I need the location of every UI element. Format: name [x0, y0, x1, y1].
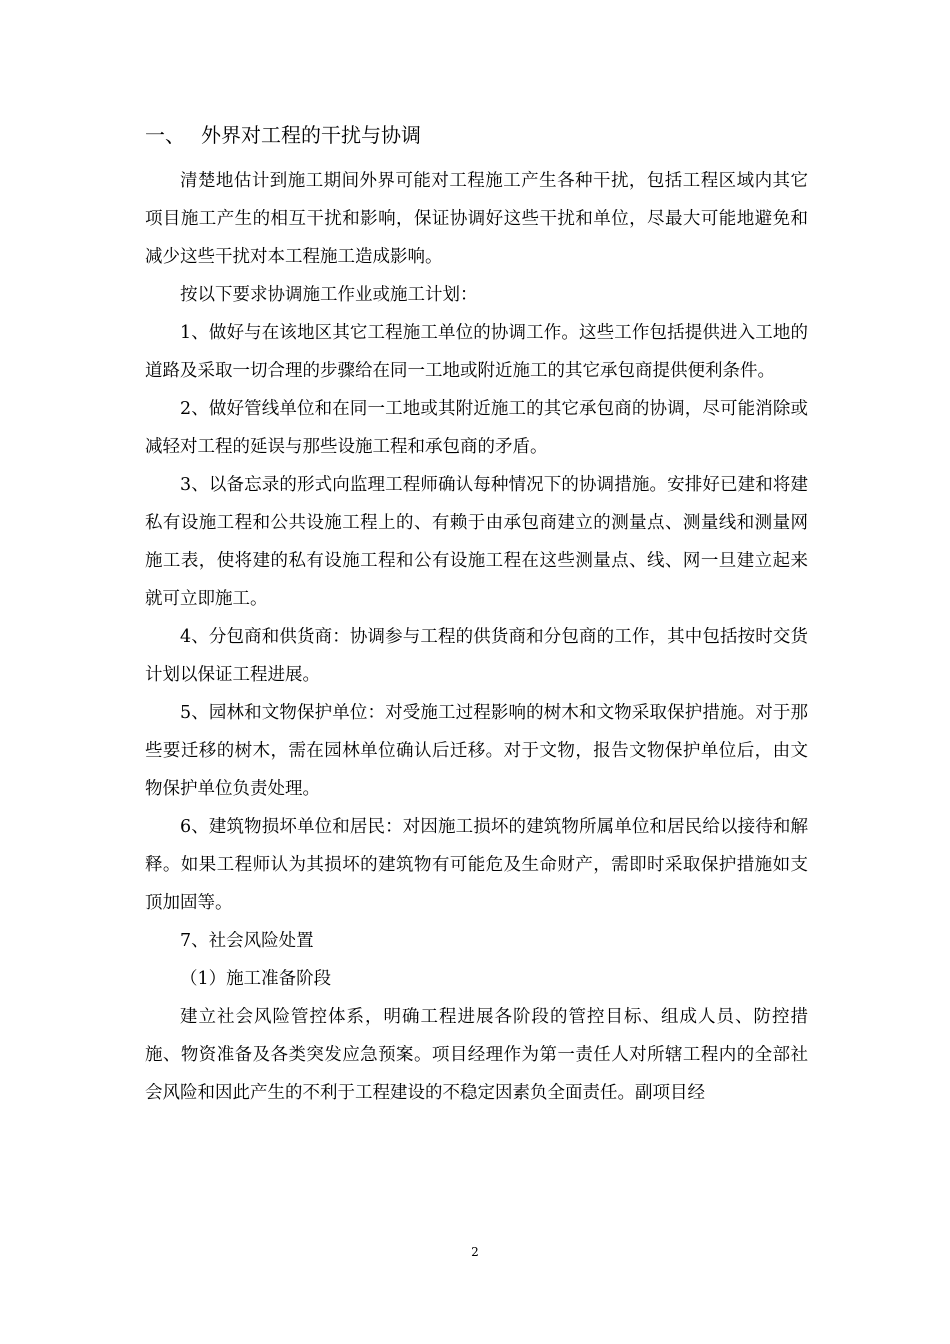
paragraph: 建立社会风险管控体系，明确工程进展各阶段的管控目标、组成人员、防控措施、物资准备及各类突发应急预案。项目经理作为第一责任人对所辖工程内的全部社会风险和因此产生的不利于工程建设的不稳定因素负全面责任。副项目经: [145, 1007, 808, 1103]
paragraph: 1、做好与在该地区其它工程施工单位的协调工作。这些工作包括提供进入工地的道路及采取一切合理的步骤给在同一工地或附近施工的其它承包商提供便利条件。: [145, 323, 808, 381]
paragraph: 3、以备忘录的形式向监理工程师确认每种情况下的协调措施。安排好已建和将建私有设施工程和公共设施工程上的、有赖于由承包商建立的测量点、测量线和测量网施工表，使将建的私有设施工程和公有设施工程在这些测量点、线、网一旦建立起来就可立即施工。: [145, 475, 808, 609]
section-title: 外界对工程的干扰与协调: [201, 123, 421, 147]
section-number: 一、: [145, 123, 185, 147]
section-heading: [145, 118, 421, 152]
paragraph: 清楚地估计到施工期间外界可能对工程施工产生各种干扰，包括工程区域内其它项目施工产生的相互干扰和影响，保证协调好这些干扰和单位，尽最大可能地避免和减少这些干扰对本工程施工造成影响。: [145, 171, 808, 267]
paragraph: 7、社会风险处置: [180, 931, 314, 951]
paragraph: 5、园林和文物保护单位：对受施工过程影响的树木和文物采取保护措施。对于那些要迁移的树木，需在园林单位确认后迁移。对于文物，报告文物保护单位后，由文物保护单位负责处理。: [145, 703, 808, 799]
paragraph: 4、分包商和供货商：协调参与工程的供货商和分包商的工作，其中包括按时交货计划以保证工程进展。: [145, 627, 808, 685]
paragraph: 2、做好管线单位和在同一工地或其附近施工的其它承包商的协调，尽可能消除或减轻对工程的延误与那些设施工程和承包商的矛盾。: [145, 399, 808, 457]
paragraph: （1）施工准备阶段: [180, 969, 332, 989]
paragraph: 按以下要求协调施工作业或施工计划：: [180, 285, 478, 305]
document-body: [145, 162, 808, 1112]
page-number: 2: [471, 1245, 479, 1259]
paragraph: 6、建筑物损坏单位和居民：对因施工损坏的建筑物所属单位和居民给以接待和解释。如果工程师认为其损坏的建筑物有可能危及生命财产，需即时采取保护措施如支顶加固等。: [145, 817, 808, 913]
